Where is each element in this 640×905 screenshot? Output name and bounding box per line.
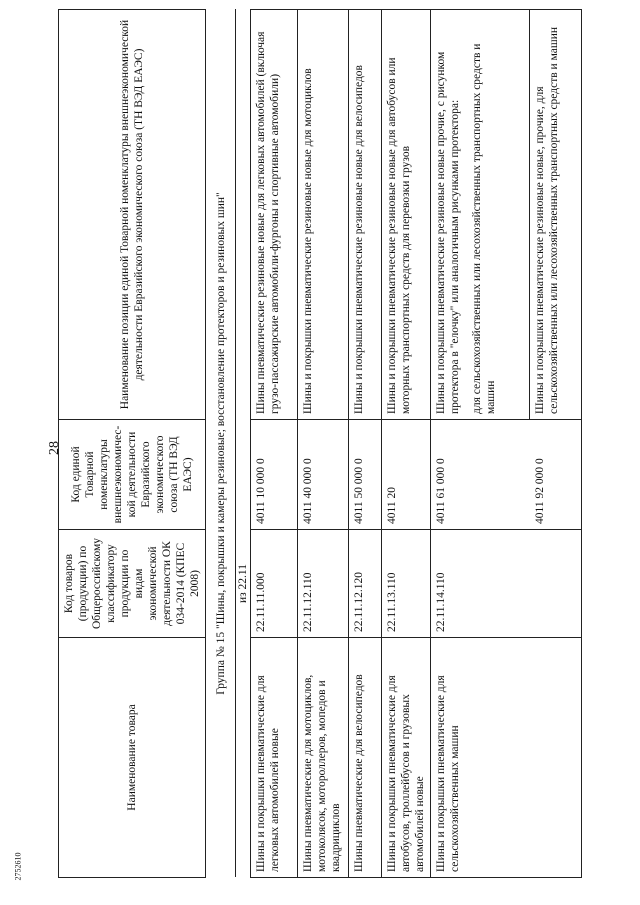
table-row (382, 10, 431, 878)
tnved-name-cell: Шины и покрышки пневматические резиновые новые для велосипедов (349, 10, 382, 420)
page-number: 28 (47, 441, 62, 455)
goods-name-cell: Шины и покрышки пневматические для автобусов, троллейбусов и грузовых автомобилей новые (382, 638, 431, 878)
table-row (298, 10, 349, 878)
okpd-code-cell: 22.11.12.110 (298, 530, 349, 638)
okpd-code-cell: 22.11.14.110 (431, 530, 582, 638)
group-row (206, 10, 236, 878)
tnved-name-cell: Шины пневматические резиновые новые для легковых автомобилей (включая грузо-пассажирские автомобили-фургоны и спортивные автомобили) (251, 10, 298, 420)
goods-classification-table (58, 9, 582, 878)
goods-name-cell: Шины пневматические для мотоциклов, мотоколясок, мотороллеров, мопедов и квадрициклов (298, 638, 349, 878)
okpd-code-cell: 22.11.11.000 (251, 530, 298, 638)
header-row (59, 10, 206, 878)
tnved-code-cell: 4011 61 000 0 (431, 420, 530, 530)
tnved-code-cell: 4011 50 000 0 (349, 420, 382, 530)
tnved-name-line: Шины и покрышки пневматические резиновые новые прочие, с рисунком протектора в "елочку" или аналогичным рисунками протектора: (435, 51, 462, 414)
tnved-code-cell: 4011 92 000 0 (530, 420, 582, 530)
table-row (349, 10, 382, 878)
table-row (251, 10, 298, 878)
goods-name-cell: Шины пневматические для велосипедов (349, 638, 382, 878)
group-subtitle-row (236, 10, 251, 878)
header-goods-name: Наименование товара (59, 638, 206, 878)
document-id: 2752610 (13, 852, 23, 881)
rotated-table-container (58, 10, 580, 878)
tnved-name-cell: Шины и покрышки пневматические резиновые новые для автобусов или моторных транспортных средств для перевозки грузов (382, 10, 431, 420)
tnved-name-line: для сельскохозяйственных или лесохозяйственных транспортных средств и машин (471, 43, 498, 414)
tnved-name-cell (431, 10, 530, 420)
tnved-name-cell: Шины и покрышки пневматические резиновые новые, прочие, для сельскохозяйственных или лесохозяйственных транспортных средств и машин (530, 10, 582, 420)
goods-name-cell: Шины и покрышки пневматические для легковых автомобилей новые (251, 638, 298, 878)
header-okpd-code: Код товаров (продукции) по Общероссийскому классификатору продукции по видам экономической деятельности ОК 034-2014 (КПЕС 2008) (59, 530, 206, 638)
okpd-code-cell: 22.11.13.110 (382, 530, 431, 638)
table-row (431, 10, 530, 878)
header-tnved-name: Наименование позиции единой Товарной номенклатуры внешнеэкономической деятельности Евразийского экономического союза (ТН ВЭД ЕАЭС) (59, 10, 206, 420)
group-subtitle: из 22.11 (236, 530, 251, 638)
tnved-code-cell: 4011 10 000 0 (251, 420, 298, 530)
tnved-name-cell: Шины и покрышки пневматические резиновые новые для мотоциклов (298, 10, 349, 420)
okpd-code-cell: 22.11.12.120 (349, 530, 382, 638)
tnved-code-cell: 4011 20 (382, 420, 431, 530)
tnved-code-cell: 4011 40 000 0 (298, 420, 349, 530)
goods-name-cell: Шины и покрышки пневматические для сельскохозяйственных машин (431, 638, 582, 878)
header-tnved-code: Код единой Товарной номенклатуры внешнеэкономичес-кой деятельности Евразийского экономического союза (ТН ВЭД ЕАЭС) (59, 420, 206, 530)
group-title: Группа № 15 "Шины, покрышки и камеры резиновые; восстановление протекторов и резиновых шин" (206, 10, 236, 878)
